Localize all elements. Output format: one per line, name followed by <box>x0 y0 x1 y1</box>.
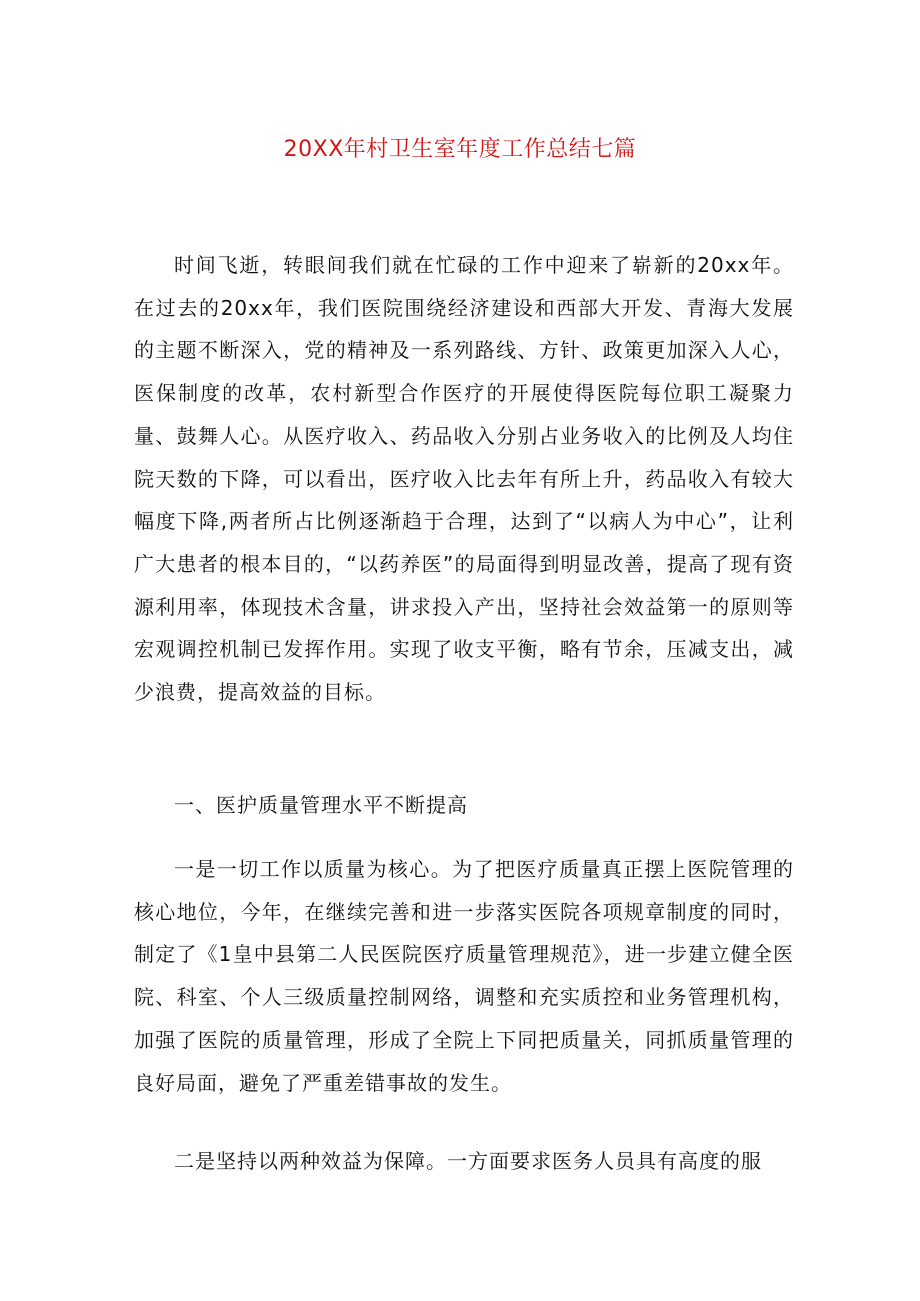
body-paragraph-benefits: 二是坚持以两种效益为保障。一方面要求医务人员具有高度的服 <box>174 1149 762 1173</box>
body-paragraph-quality: 一是一切工作以质量为核心。为了把医疗质量真正摆上医院管理的核心地位，今年，在继续完善和进一步落实医院各项规章制度的同时，制定了《1皇中县第二人民医院医疗质量管理规范》，进一步建立健全医院、科室、个人三级质量控制网络，调整和充实质控和业务管理机构，加强了医院的质量管理，形成了全院上下同把质量关，同抓质量管理的良好局面，避免了严重差错事故的发生。 <box>134 857 794 1095</box>
document-title: 20XX年村卫生室年度工作总结七篇 <box>283 137 637 162</box>
section-heading: 一、医护质量管理水平不断提高 <box>174 793 468 817</box>
intro-paragraph: 时间飞逝，转眼间我们就在忙碌的工作中迎来了崭新的20xx年。在过去的20xx年，我们医院围绕经济建设和西部大开发、青海大发展的主题不断深入，党的精神及一系列路线、方针、政策更加深入人心，医保制度的改革，农村新型合作医疗的开展使得医院每位职工凝聚力量、鼓舞人心。从医疗收入、药品收入分别占业务收入的比例及人均住院天数的下降，可以看出，医疗收入比去年有所上升，药品收入有较大幅度下降,两者所占比例逐渐趋于合理，达到了“以病人为中心”，让利广大患者的根本目的，“以药养医”的局面得到明显改善，提高了现有资源利用率，体现技术含量，讲求投入产出，坚持社会效益第一的原则等宏观调控机制已发挥作用。实现了收支平衡，略有节余，压减支出，减少浪费，提高效益的目标。 <box>134 253 794 705</box>
